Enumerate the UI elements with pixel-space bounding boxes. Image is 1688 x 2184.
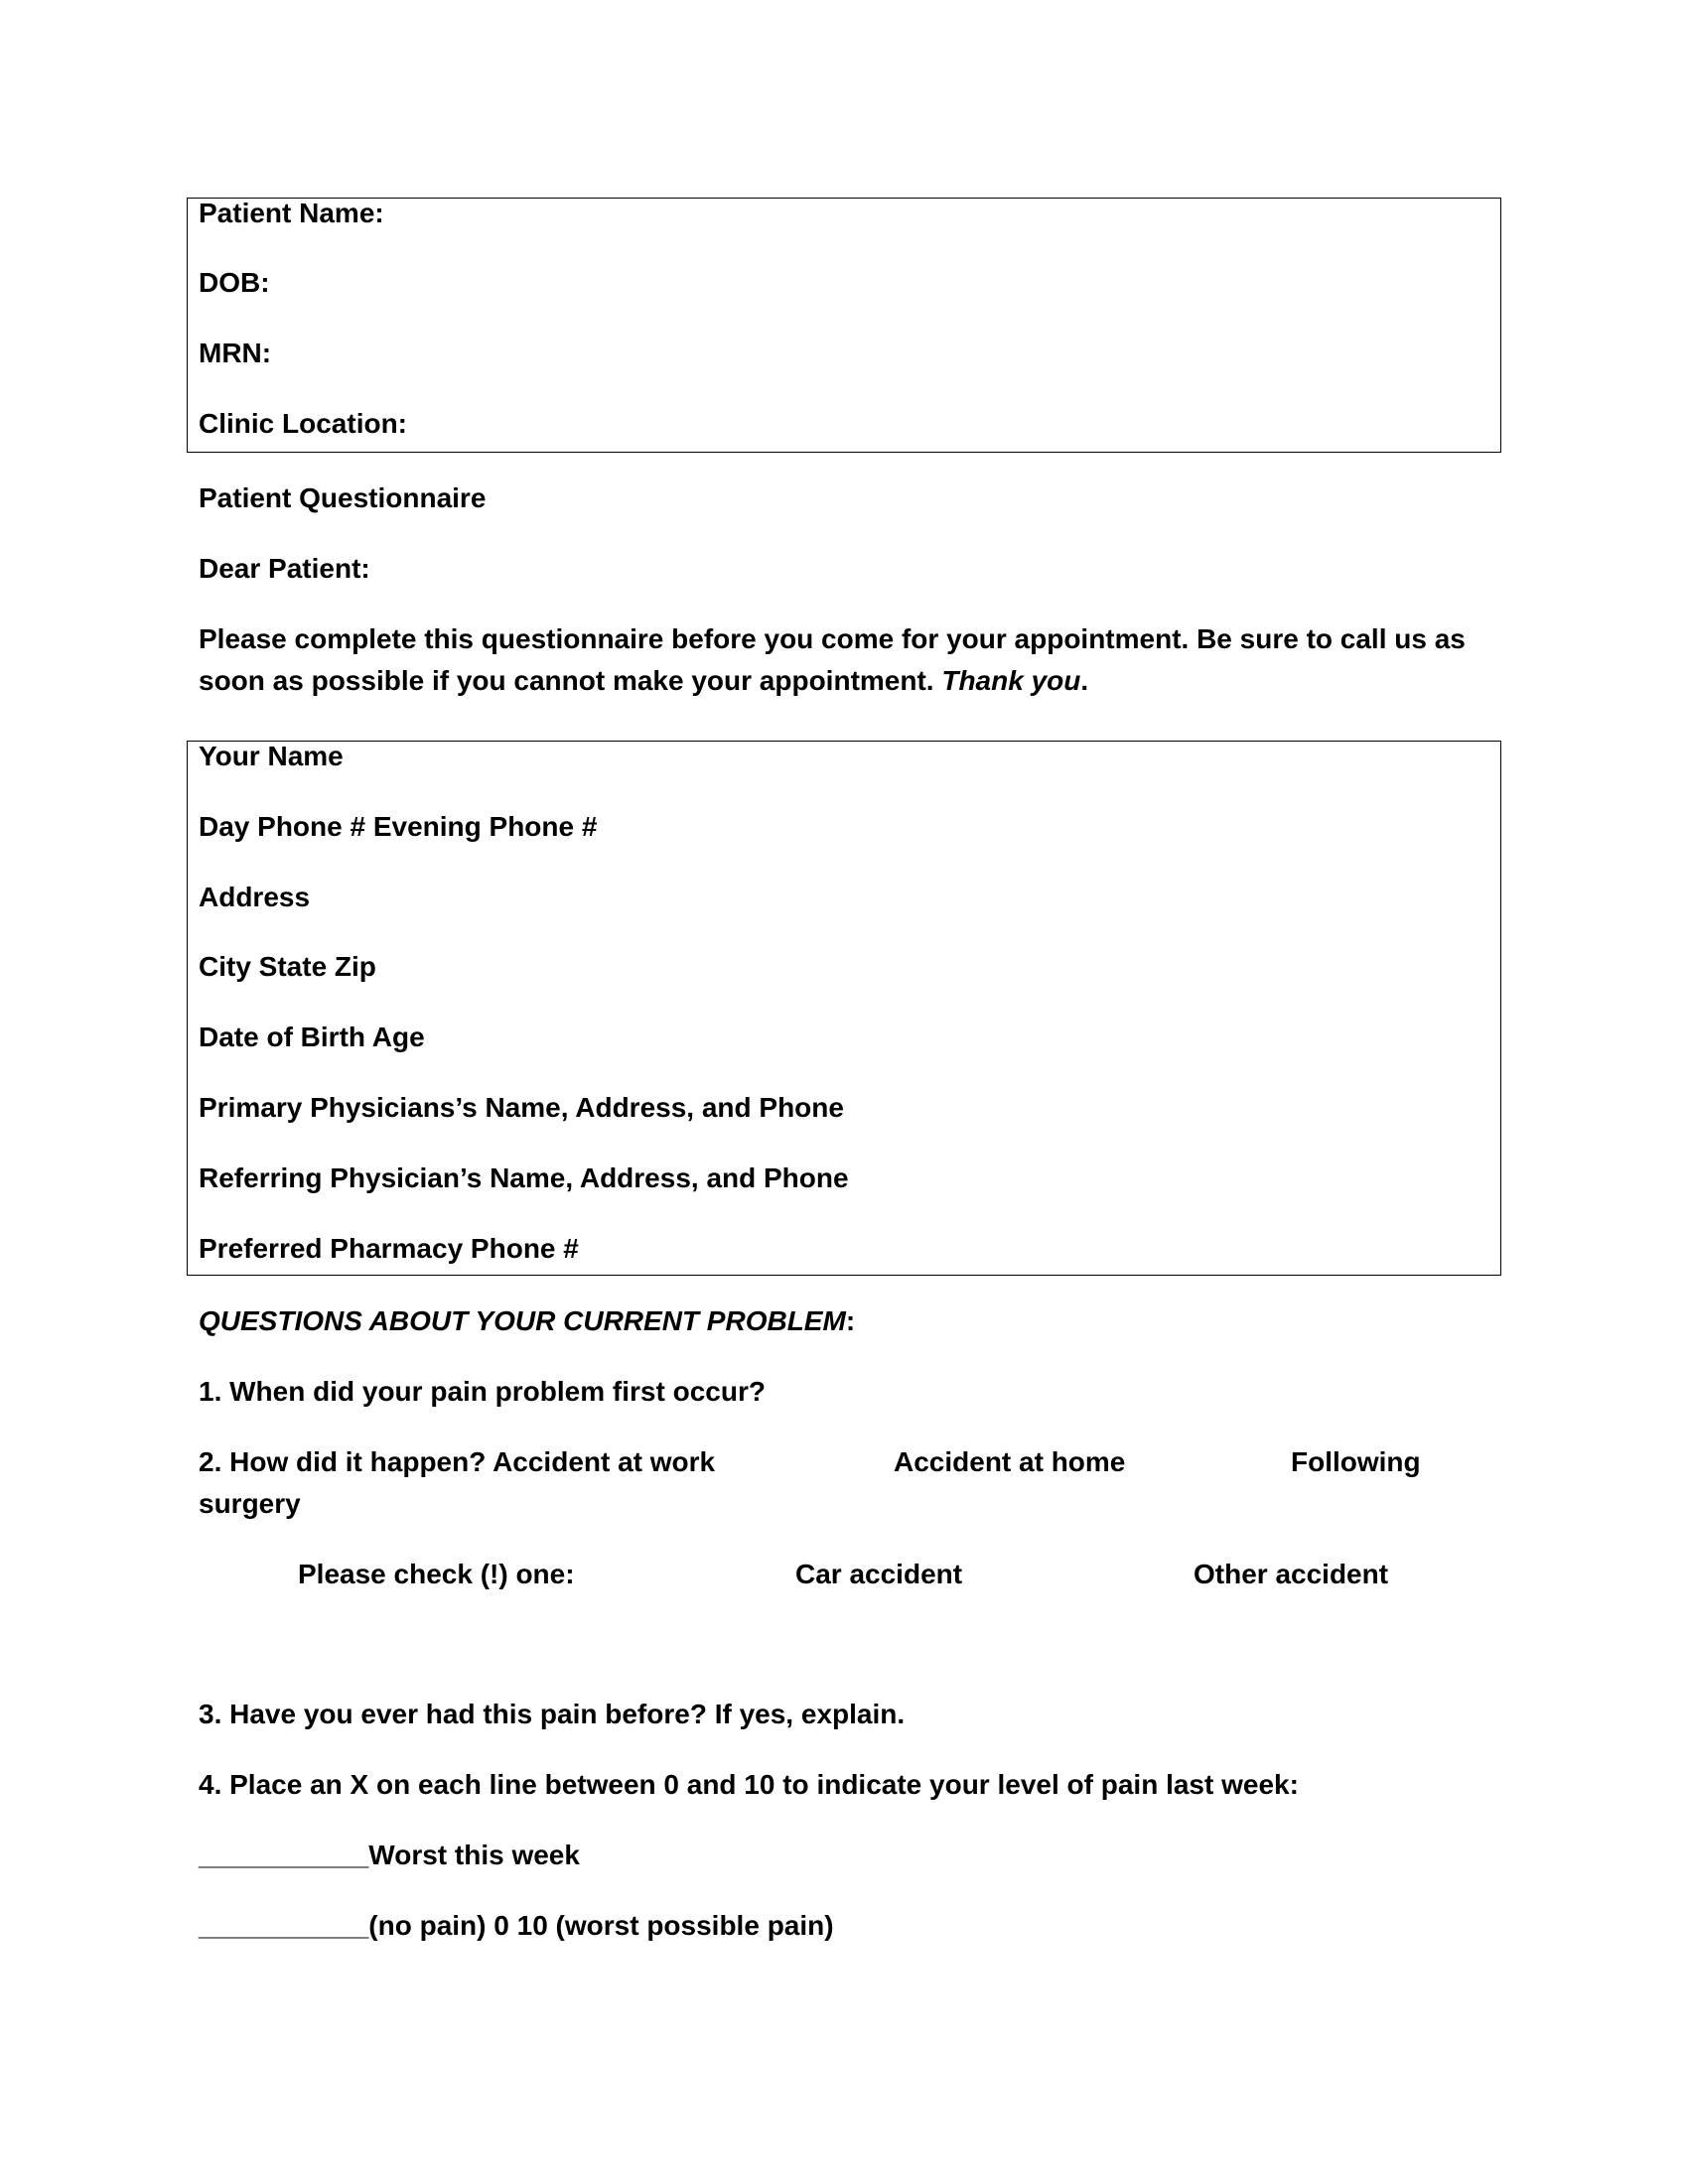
city-state-zip-label: City State Zip [199, 951, 376, 982]
page-title: Patient Questionnaire [199, 482, 487, 513]
instructions-paragraph [199, 618, 1489, 702]
option-accident-at-home: Accident at home [894, 1446, 1126, 1477]
option-other-accident: Other accident [1194, 1559, 1389, 1589]
pain-scale-line: ___________(no pain) 0 10 (worst possible pain) [199, 1910, 834, 1941]
address-label: Address [199, 882, 311, 912]
questions-heading-colon: : [845, 1305, 856, 1336]
question-3: 3. Have you ever had this pain before? If yes, explain. [199, 1699, 906, 1729]
mrn-label: MRN: [199, 338, 272, 368]
instructions-text: Please complete this questionnaire before you come for your appointment. Be sure to call us as soon as possible if you cannot make your appointment. [199, 623, 1466, 696]
phone-labels: Day Phone # Evening Phone # [199, 811, 598, 842]
patient-info-box [187, 741, 1501, 1276]
referring-physician-label: Referring Physician’s Name, Address, and Phone [199, 1162, 849, 1193]
questions-heading-text: QUESTIONS ABOUT YOUR CURRENT PROBLEM [199, 1305, 846, 1336]
option-surgery: surgery [199, 1488, 301, 1519]
pain-worst-line: ___________Worst this week [199, 1840, 580, 1870]
check-one-instruction: Please check (!) one: [298, 1559, 575, 1589]
dob-label: DOB: [199, 267, 270, 298]
greeting: Dear Patient: [199, 553, 370, 584]
clinic-location-label: Clinic Location: [199, 408, 407, 439]
patient-name-label: Patient Name: [199, 198, 384, 228]
question-4: 4. Place an X on each line between 0 and 10 to indicate your level of pain last week: [199, 1769, 1299, 1800]
option-following: Following [1291, 1446, 1421, 1477]
pharmacy-label: Preferred Pharmacy Phone # [199, 1233, 579, 1264]
dob-age-label: Date of Birth Age [199, 1022, 425, 1052]
thanks-period: . [1080, 665, 1089, 696]
your-name-label: Your Name [199, 741, 344, 771]
patient-header-box [187, 198, 1501, 453]
question-2: 2. How did it happen? Accident at work [199, 1446, 716, 1477]
primary-physician-label: Primary Physicians’s Name, Address, and Phone [199, 1092, 844, 1123]
question-1: 1. When did your pain problem first occur? [199, 1376, 766, 1407]
questions-heading [199, 1300, 855, 1342]
thanks-text: Thank you [941, 665, 1081, 696]
option-car-accident: Car accident [795, 1559, 963, 1589]
